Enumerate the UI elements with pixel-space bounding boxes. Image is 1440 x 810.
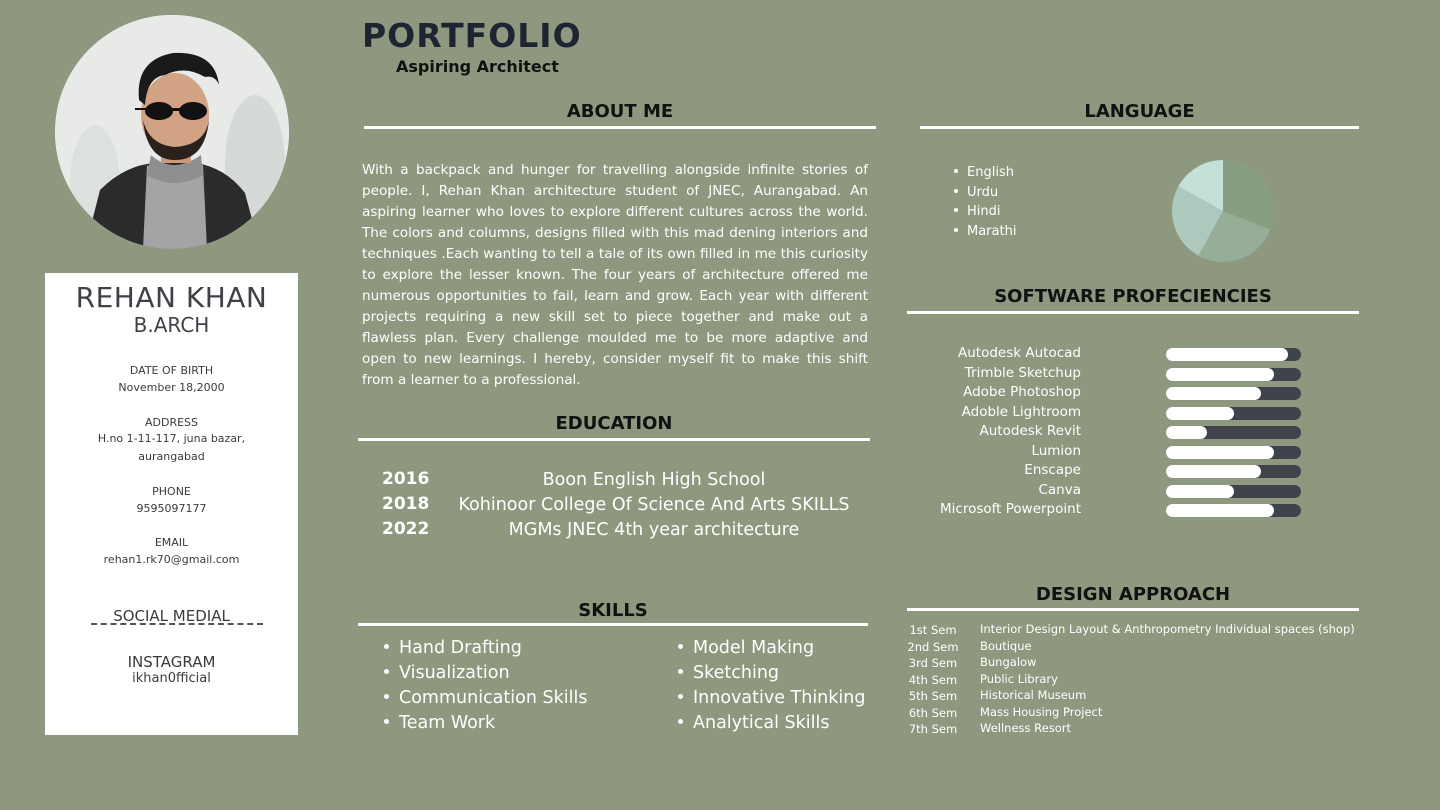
skill-item: Hand Drafting: [382, 636, 587, 661]
semester-project: Bungalow: [980, 655, 1037, 669]
education-heading: EDUCATION: [555, 413, 673, 434]
skills-list-right: [676, 636, 865, 736]
semester-label: 4th Sem: [908, 672, 958, 687]
design-rule: [907, 608, 1359, 611]
software-label: Canva: [1038, 481, 1081, 498]
software-proficiency-bar: [1166, 485, 1301, 498]
about-rule: [364, 126, 876, 129]
semester-project: Historical Museum: [980, 688, 1087, 702]
skill-item: Team Work: [382, 711, 587, 736]
semester-project: Mass Housing Project: [980, 704, 1103, 719]
dob-label: DATE OF BIRTH: [129, 364, 214, 377]
email-value[interactable]: rehan1.rk70@gmail.com: [103, 553, 240, 566]
software-proficiency-fill: [1166, 504, 1274, 517]
software-proficiency-bar: [1166, 348, 1301, 361]
education-rule: [358, 438, 870, 441]
software-proficiency-fill: [1166, 348, 1288, 361]
language-item: Marathi: [952, 222, 1016, 242]
profile-degree: B.ARCH: [133, 313, 210, 337]
semester-label: 5th Sem: [908, 689, 958, 703]
page-title: PORTFOLIO: [362, 16, 582, 55]
software-proficiency-bar: [1166, 426, 1301, 439]
language-item: English: [952, 163, 1016, 183]
design-heading: DESIGN APPROACH: [1035, 584, 1231, 605]
skill-item: Innovative Thinking: [676, 686, 865, 711]
phone-label: PHONE: [152, 485, 191, 498]
semester-label: 7th Sem: [908, 722, 958, 736]
address-line1: H.no 1-11-117, juna bazar,: [97, 432, 246, 445]
language-item: Hindi: [952, 202, 1016, 222]
address-label: ADDRESS: [144, 416, 199, 429]
social-media-heading: SOCIAL MEDIAL: [113, 607, 230, 625]
skills-rule: [358, 623, 868, 626]
language-item: Urdu: [952, 183, 1016, 203]
semester-project: Boutique: [980, 638, 1032, 653]
skill-item: Analytical Skills: [676, 711, 865, 736]
social-divider: [91, 623, 263, 625]
instagram-handle[interactable]: ikhan0fficial: [132, 671, 211, 686]
language-list: [952, 163, 1016, 241]
address-line2: aurangabad: [138, 450, 205, 463]
about-text: With a backpack and hunger for travelling alongside infinite stories of people. I, Rehan Khan architecture student of JNEC, Aurangabad. An aspiring learner who loves to explore different cultures across the world. The colors and columns, designs filled with this mad dening interiors and techniques .Each wanting to tell a tale of its own filled in me this curiosity to explore the lesser known. The four years of architecture offered me numerous opportunities to fail, learn and grow. Each year with different projects requiring a new skill set to piece together and make out a flawless plan. Every challenge moulded me to be more adaptive and open to new learnings. I hereby, consider myself fit to make this shift from a learner to a professional.: [362, 162, 868, 388]
software-label: Adoble Lightroom: [961, 403, 1081, 420]
software-label: Microsoft Powerpoint: [940, 501, 1081, 517]
software-label: Adobe Photoshop: [963, 384, 1081, 400]
software-proficiency-bar: [1166, 387, 1301, 400]
language-rule: [920, 126, 1359, 129]
software-label: Lumion: [1031, 442, 1081, 459]
semester-label: 2nd Sem: [907, 639, 959, 654]
language-heading: LANGUAGE: [1084, 101, 1195, 122]
skills-list-left: [382, 636, 587, 736]
education-institution: Boon English High School: [542, 470, 766, 490]
software-heading: SOFTWARE PROFECIENCIES: [994, 286, 1272, 307]
software-rule: [907, 311, 1359, 314]
software-proficiency-fill: [1166, 485, 1234, 498]
semester-project: Public Library: [980, 671, 1058, 686]
software-proficiency-fill: [1166, 465, 1261, 478]
software-label: Autodesk Revit: [979, 423, 1081, 439]
software-proficiency-bar: [1166, 368, 1301, 381]
education-institution: MGMs JNEC 4th year architecture: [508, 520, 800, 540]
language-pie-chart: [1152, 145, 1292, 275]
software-proficiency-bar: [1166, 504, 1301, 517]
software-proficiency-fill: [1166, 368, 1274, 381]
software-label: Enscape: [1024, 462, 1081, 478]
semester-project: Interior Design Layout & Anthropometry Individual spaces (shop): [980, 622, 1355, 636]
education-year: 2018: [382, 494, 430, 514]
skill-item: Model Making: [676, 636, 865, 661]
semester-label: 6th Sem: [908, 705, 958, 720]
software-proficiency-fill: [1166, 407, 1234, 420]
profile-card: [45, 273, 298, 735]
software-proficiency-fill: [1166, 387, 1261, 400]
software-proficiency-bar: [1166, 407, 1301, 420]
software-label: Autodesk Autocad: [958, 345, 1081, 361]
skill-item: Visualization: [382, 661, 587, 686]
semester-label: 1st Sem: [909, 623, 957, 637]
dob-value: November 18,2000: [118, 381, 225, 394]
profile-photo: [55, 15, 289, 249]
page-subtitle: Aspiring Architect: [396, 57, 559, 76]
skill-item: Sketching: [676, 661, 865, 686]
education-year: 2022: [382, 519, 430, 539]
email-label: EMAIL: [154, 536, 189, 549]
phone-value: 9595097177: [136, 502, 207, 515]
skills-heading: SKILLS: [578, 600, 648, 621]
semester-project: Wellness Resort: [980, 721, 1071, 735]
profile-name: REHAN KHAN: [75, 281, 268, 314]
software-proficiency-bar: [1166, 446, 1301, 459]
skill-item: Communication Skills: [382, 686, 587, 711]
semester-label: 3rd Sem: [908, 656, 958, 670]
software-proficiency-fill: [1166, 426, 1207, 439]
software-proficiency-fill: [1166, 446, 1274, 459]
software-proficiency-bar: [1166, 465, 1301, 478]
education-year: 2016: [382, 469, 430, 489]
education-institution: Kohinoor College Of Science And Arts SKILLS: [458, 495, 850, 515]
software-label: Trimble Sketchup: [964, 364, 1081, 381]
about-heading: ABOUT ME: [566, 101, 674, 122]
instagram-label: INSTAGRAM: [127, 653, 216, 671]
